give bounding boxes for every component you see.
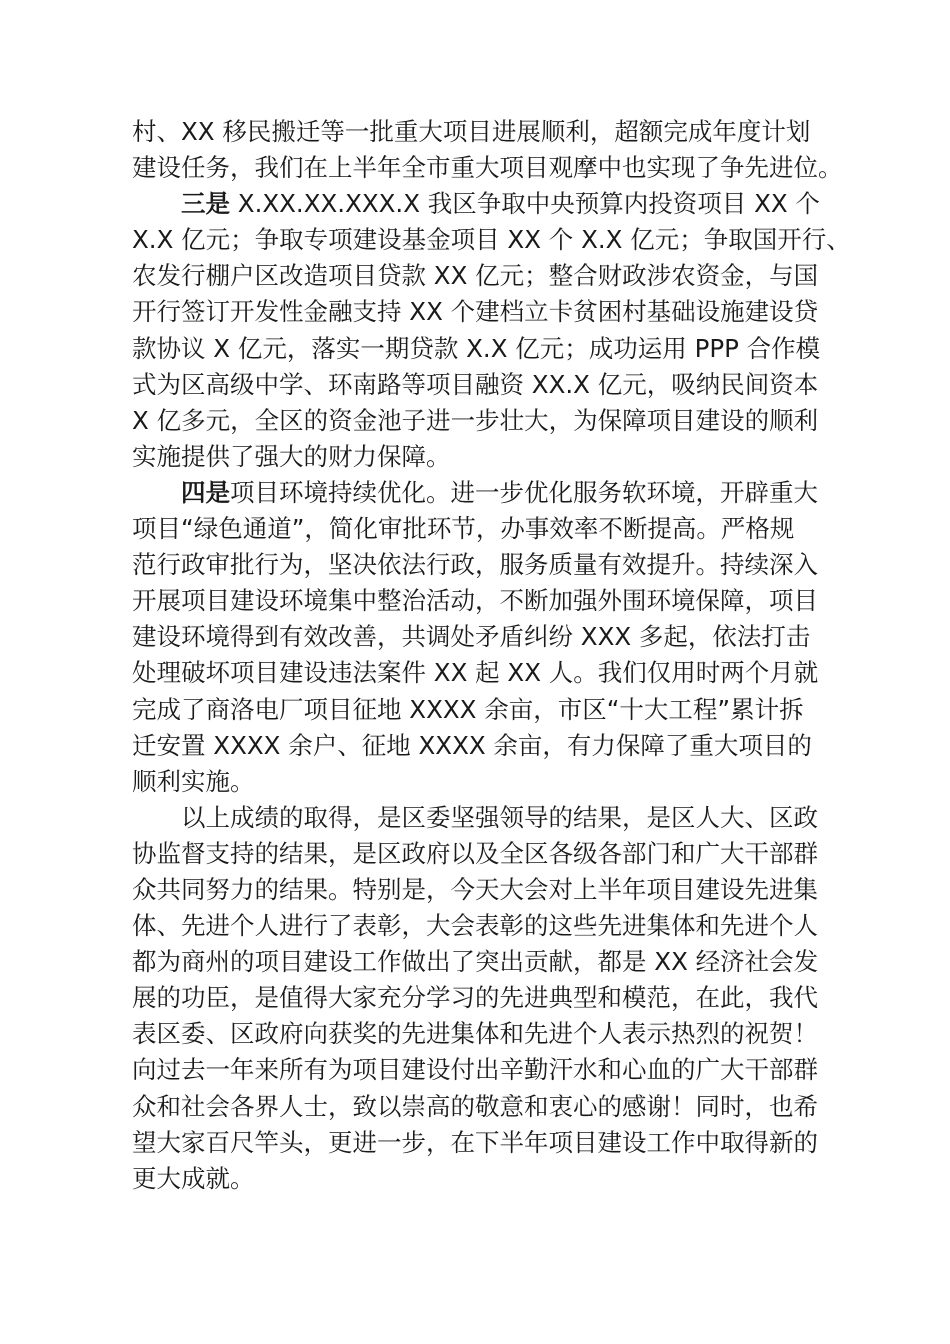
text-fragment: 项目环境持续优化。进一步优化服务软环境，开辟重大 (230, 477, 818, 507)
text-line: 村、XX 移民搬迁等一批重大项目进展顺利，超额完成年度计划 (132, 117, 811, 146)
text-line: 开展项目建设环境集中整治活动，不断加强外围环境保障，项目 (132, 586, 818, 616)
paragraph-lead: 四是 (181, 477, 230, 507)
paragraph-2 (132, 186, 862, 475)
text-line: 范行政审批行为，坚决依法行政，服务质量有效提升。持续深入 (132, 550, 818, 580)
text-line: 处理破坏项目建设违法案件 XX 起 XX 人。我们仅用时两个月就 (132, 658, 819, 688)
text-line: 农发行棚户区改造项目贷款 XX 亿元；整合财政涉农资金，与国 (132, 261, 819, 291)
text-line: 实施提供了强大的财力保障。 (132, 441, 451, 471)
text-line: 迁安置 XXXX 余户、征地 XXXX 余亩，有力保障了重大项目的 (132, 730, 812, 760)
text-line: 协监督支持的结果，是区政府以及全区各级各部门和广大干部群 (132, 838, 818, 868)
text-line: 式为区高级中学、环南路等项目融资 XX.X 亿元，吸纳民间资本 (132, 369, 819, 399)
text-fragment: X.XX.XX.XXX.X 我区争取中央预算内投资项目 XX 个 (230, 189, 820, 219)
text-line: 项目“绿色通道”，简化审批环节，办事效率不断提高。严格规 (132, 514, 795, 544)
text-line-first (132, 475, 862, 511)
text-line: 款协议 X 亿元，落实一期贷款 X.X 亿元；成功运用 PPP 合作模 (132, 333, 821, 363)
document-page (132, 114, 862, 1197)
text-line: 众共同努力的结果。特别是，今天大会对上半年项目建设先进集 (132, 874, 818, 904)
text-line-first: 以上成绩的取得，是区委坚强领导的结果，是区人大、区政 (181, 802, 818, 832)
text-line: 体、先进个人进行了表彰，大会表彰的这些先进集体和先进个人 (132, 911, 818, 941)
text-line-first (132, 186, 862, 222)
text-line: 建设任务，我们在上半年全市重大项目观摩中也实现了争先进位。 (132, 153, 843, 183)
text-line: 顺利实施。 (132, 766, 255, 796)
text-line: 望大家百尺竿头，更进一步，在下半年项目建设工作中取得新的 (132, 1127, 818, 1157)
paragraph-4 (132, 800, 862, 1197)
text-line: 开行签订开发性金融支持 XX 个建档立卡贫困村基础设施建设贷 (132, 297, 819, 327)
text-line: X 亿多元，全区的资金池子进一步壮大，为保障项目建设的顺利 (132, 405, 819, 435)
text-line: 都为商州的项目建设工作做出了突出贡献，都是 XX 经济社会发 (132, 947, 819, 977)
text-line: 向过去一年来所有为项目建设付出辛勤汗水和心血的广大干部群 (132, 1055, 818, 1085)
text-line: X.X 亿元；争取专项建设基金项目 XX 个 X.X 亿元；争取国开行、 (132, 225, 851, 255)
text-line: 众和社会各界人士，致以崇高的敬意和衷心的感谢！同时，也希 (132, 1091, 818, 1121)
text-line: 表区委、区政府向获奖的先进集体和先进个人表示热烈的祝贺！ (132, 1019, 818, 1049)
text-line: 展的功臣，是值得大家充分学习的先进典型和模范，在此，我代 (132, 983, 818, 1013)
paragraph-1 (132, 114, 862, 186)
paragraph-lead: 三是 (181, 189, 230, 219)
paragraph-3 (132, 475, 862, 800)
text-line: 建设环境得到有效改善，共调处矛盾纠纷 XXX 多起，依法打击 (132, 622, 811, 652)
text-line: 完成了商洛电厂项目征地 XXXX 余亩，市区“十大工程”累计拆 (132, 694, 804, 724)
text-line: 更大成就。 (132, 1163, 255, 1193)
